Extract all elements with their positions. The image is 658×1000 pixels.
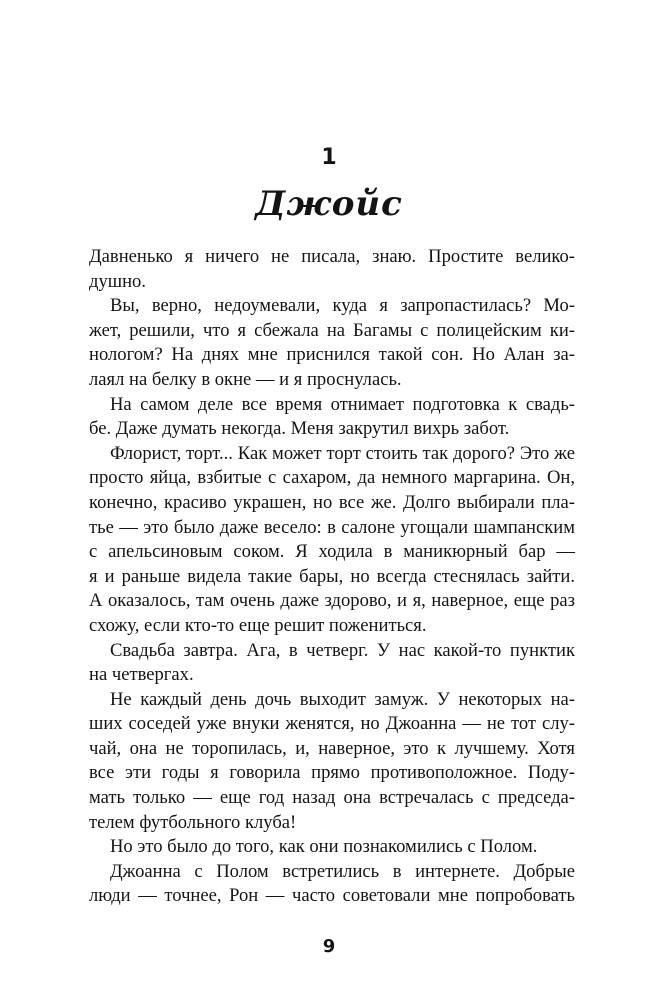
text-line: ших соседей уже внуки женятся, но Джоанна — не тот слу-: [89, 713, 575, 735]
chapter-title: Джойс: [255, 184, 403, 224]
text-line: А оказалось, там очень даже здорово, и я, наверное, еще раз: [89, 590, 575, 612]
text-line: бе. Даже думать некогда. Меня закрутил вихрь забот.: [89, 418, 510, 440]
text-line: люди — точнее, Рон — часто советовали мне попробовать: [89, 885, 575, 907]
text-line: Давненько я ничего не писала, знаю. Простите велико-: [89, 246, 575, 267]
body-text: [89, 245, 575, 909]
text-line: Джоанна с Полом встретились в интернете. Добрые: [110, 860, 575, 882]
text-line: на четвергах.: [89, 664, 194, 686]
text-line: тье — это было даже весело: в салоне угощали шампанским: [89, 516, 575, 538]
text-line: нологом? На днях мне приснился такой сон. Но Алан за-: [89, 344, 575, 366]
text-line: схожу, если кто-то еще решит пожениться.: [89, 614, 427, 636]
text-line: все эти годы я говорила прямо противоположное. Поду-: [89, 762, 575, 784]
text-line: На самом деле все время отнимает подготовка к свадь-: [110, 393, 575, 415]
text-line: телем футбольного клуба!: [89, 811, 297, 833]
text-line: Свадьба завтра. Ага, в четверг. У нас какой-то пунктик: [110, 639, 575, 661]
text-line: лаял на белку в окне — и я проснулась.: [89, 368, 402, 390]
text-line: с апельсиновым соком. Я ходила в маникюрный бар —: [89, 541, 575, 563]
chapter-number: 1: [321, 145, 337, 170]
page-number: 9: [322, 936, 336, 957]
text-line: просто яйца, взбитые с сахаром, да немного маргарина. Он,: [89, 467, 575, 489]
text-line: мать только — еще год назад она встречалась с председа-: [89, 787, 575, 809]
text-line: Флорист, торт... Как может торт стоить так дорого? Это же: [110, 442, 575, 464]
text-line: чай, она не торопилась, и, наверное, это к лучшему. Хотя: [89, 737, 575, 759]
text-line: жет, решили, что я сбежала на Багамы с полицейским ки-: [89, 319, 575, 341]
text-line: конечно, красиво украшен, но все же. Долго выбирали пла-: [89, 491, 575, 513]
text-line: Вы, верно, недоумевали, куда я запропастилась? Мо-: [110, 295, 575, 317]
text-line: я и раньше видела такие бары, но всегда стеснялась зайти.: [89, 565, 575, 587]
text-line: Не каждый день дочь выходит замуж. У некоторых на-: [110, 688, 575, 710]
text-line: Но это было до того, как они познакомились с Полом.: [110, 836, 538, 858]
text-line: душно.: [89, 270, 146, 292]
